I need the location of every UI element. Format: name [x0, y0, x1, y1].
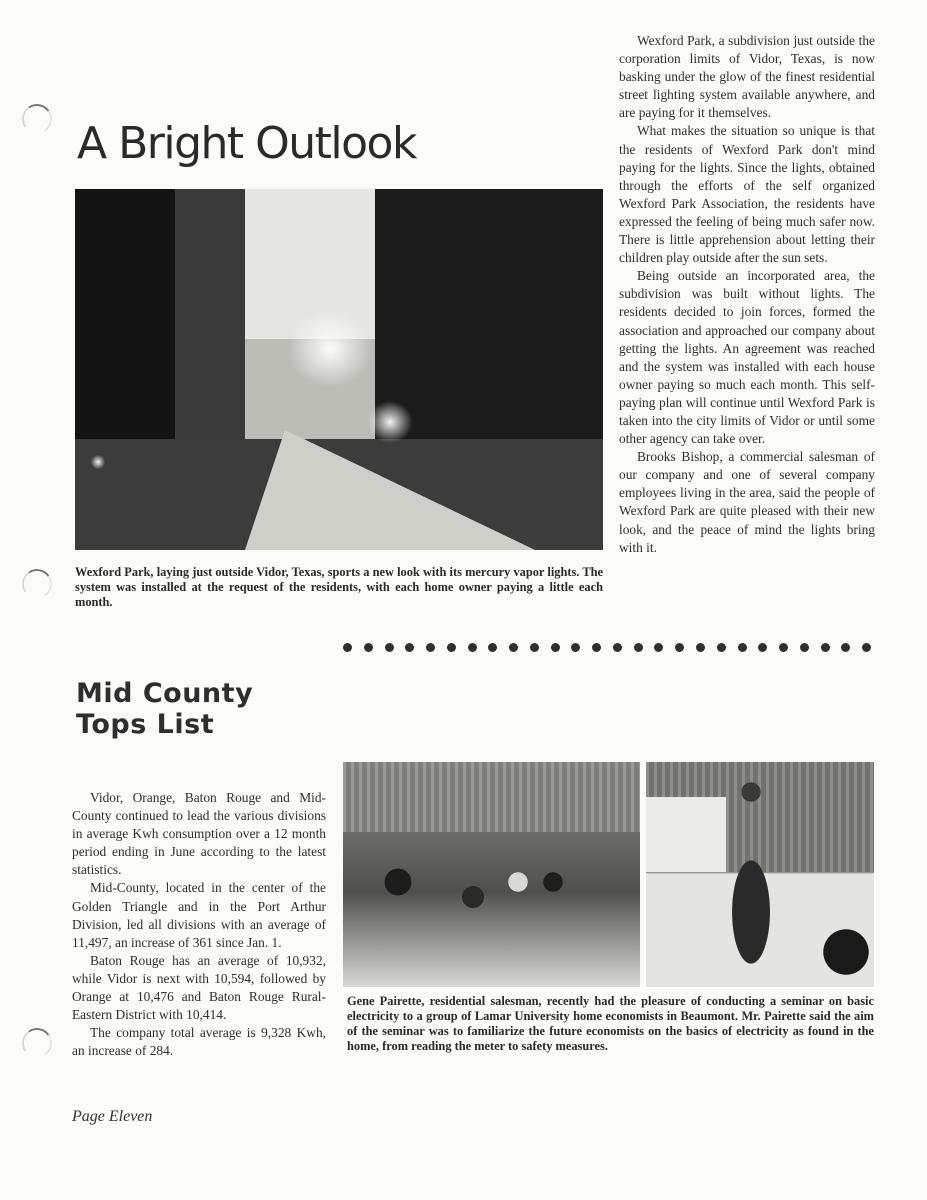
divider-dot: [738, 643, 747, 652]
paragraph: Vidor, Orange, Baton Rouge and Mid-County continued to lead the various divisions in average Kwh consumption over a 12 month period ending in June according to the latest statistics.: [72, 790, 326, 878]
divider-dot: [634, 643, 643, 652]
photo-caption-seminar: Gene Pairette, residential salesman, recently had the pleasure of conducting a seminar on basic electricity to a group of Lamar University home economists in Beaumont. Mr. Pairette said the aim of the seminar was to familiarize the future economists on the basics of electricity as found in the home, from reading the meter to safety measures.: [347, 994, 874, 1053]
dotted-divider: [343, 643, 883, 655]
divider-dot: [571, 643, 580, 652]
divider-dot: [530, 643, 539, 652]
paragraph: Brooks Bishop, a commercial salesman of our company and one of several company employees living in the area, said the people of Wexford Park are quite pleased with their new look, and the peace of mind the lights bring with it.: [619, 449, 875, 555]
page-number: Page Eleven: [72, 1108, 153, 1125]
paragraph: Wexford Park, a subdivision just outside the corporation limits of Vidor, Texas, is now basking under the glow of the finest residential street lighting system available anywhere, and are paying for it themselves.: [619, 33, 875, 121]
divider-dot: [405, 643, 414, 652]
divider-dot: [717, 643, 726, 652]
divider-dot: [675, 643, 684, 652]
divider-dot: [364, 643, 373, 652]
divider-dot: [509, 643, 518, 652]
headline-bright-outlook: A Bright Outlook: [77, 118, 416, 169]
article-mid-county-body: [72, 789, 326, 1060]
photo-seminar-speaker: [646, 762, 874, 987]
paragraph: Mid-County, located in the center of the Golden Triangle and in the Port Arthur Division, led all divisions with an average of 11,497, an increase of 361 since Jan. 1.: [72, 880, 326, 950]
photo-street-lights: [75, 189, 603, 550]
divider-dot: [779, 643, 788, 652]
headline-mid-county: [76, 678, 253, 740]
divider-dot: [800, 643, 809, 652]
divider-dot: [447, 643, 456, 652]
paragraph: Baton Rouge has an average of 10,932, while Vidor is next with 10,594, followed by Orange at 10,476 and Baton Rouge Rural-Eastern District with 10,414.: [72, 952, 326, 1023]
paragraph: Being outside an incorporated area, the subdivision was built without lights. The residents decided to join forces, formed the association and approached our company about getting the lights. An agreement was reached and the system was installed with each house owner paying so much each month. This self-paying plan will continue until Wexford Park is taken into the city limits of Vidor or until some other agency can take over.: [619, 268, 875, 447]
divider-dot: [592, 643, 601, 652]
divider-dot: [821, 643, 830, 652]
paragraph: What makes the situation so unique is that the residents of Wexford Park don't mind paying for the lights. Since the lights, obtained through the efforts of the self organized Wexford Park Association, the residents have expressed the feeling of being much safer now. There is little apprehension about letting their children play outside after the sun sets.: [619, 123, 875, 266]
divider-dot: [343, 643, 352, 652]
divider-dot: [654, 643, 663, 652]
divider-dot: [862, 643, 871, 652]
divider-dot: [488, 643, 497, 652]
hole-punch: [20, 567, 55, 602]
photo-caption-street: Wexford Park, laying just outside Vidor, Texas, sports a new look with its mercury vapor lights. The system was installed at the request of the residents, with each home owner paying a little each month.: [75, 565, 603, 609]
hole-punch: [20, 1026, 55, 1061]
divider-dot: [841, 643, 850, 652]
divider-dot: [613, 643, 622, 652]
divider-dot: [696, 643, 705, 652]
paragraph: The company total average is 9,328 Kwh, an increase of 284.: [72, 1025, 326, 1059]
photo-seminar-audience: [343, 762, 640, 987]
hole-punch: [20, 102, 55, 137]
headline-line: Mid County: [76, 678, 254, 709]
divider-dot: [385, 643, 394, 652]
divider-dot: [758, 643, 767, 652]
road-shape: [245, 430, 535, 550]
headline-line: Tops List: [76, 709, 215, 740]
divider-dot: [551, 643, 560, 652]
article-bright-outlook-body: [619, 32, 875, 557]
divider-dot: [468, 643, 477, 652]
divider-dot: [426, 643, 435, 652]
